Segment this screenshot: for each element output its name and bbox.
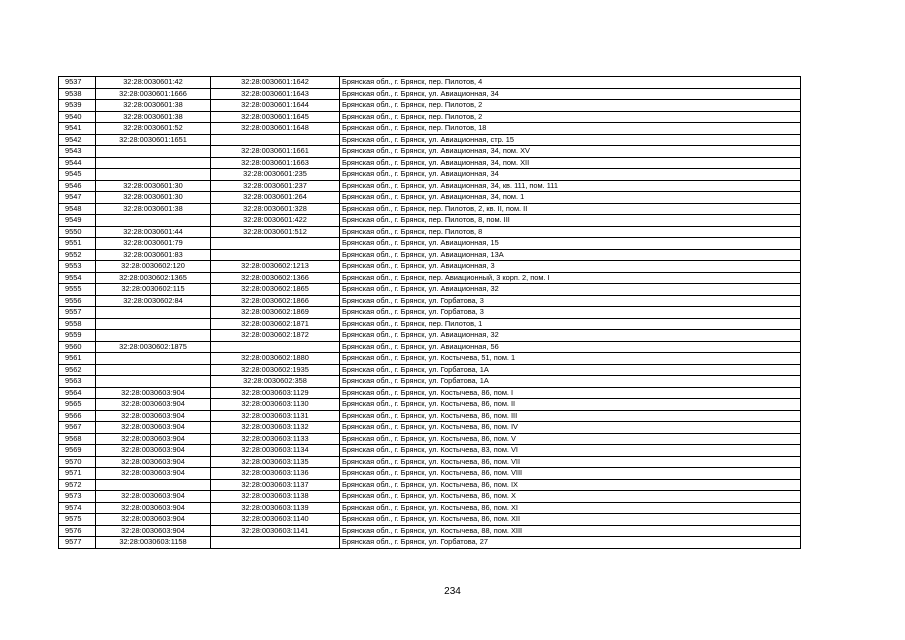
row-number-cell: 9542	[59, 134, 96, 146]
building-cadastral-cell: 32:28:0030602:1366	[211, 272, 340, 284]
land-cadastral-cell: 32:28:0030603:904	[96, 514, 211, 526]
building-cadastral-cell: 32:28:0030601:1663	[211, 157, 340, 169]
table-row	[59, 399, 801, 411]
address-cell: Брянская обл., г. Брянск, пер. Авиационный, 3 корп. 2, пом. I	[340, 272, 801, 284]
land-cadastral-cell: 32:28:0030603:904	[96, 525, 211, 537]
address-cell: Брянская обл., г. Брянск, ул. Костычева, 86, пом. V	[340, 433, 801, 445]
row-number-cell: 9566	[59, 410, 96, 422]
row-number-cell: 9553	[59, 261, 96, 273]
address-cell: Брянская обл., г. Брянск, пер. Пилотов, 2	[340, 111, 801, 123]
land-cadastral-cell: 32:28:0030602:115	[96, 284, 211, 296]
row-number-cell: 9574	[59, 502, 96, 514]
table-row	[59, 100, 801, 112]
address-cell: Брянская обл., г. Брянск, ул. Костычева, 86, пом. XI	[340, 502, 801, 514]
building-cadastral-cell: 32:28:0030601:1645	[211, 111, 340, 123]
row-number-cell: 9559	[59, 330, 96, 342]
address-cell: Брянская обл., г. Брянск, ул. Авиационная, 34, кв. 111, пом. 111	[340, 180, 801, 192]
address-cell: Брянская обл., г. Брянск, ул. Костычева, 86, пом. X	[340, 491, 801, 503]
row-number-cell: 9544	[59, 157, 96, 169]
row-number-cell: 9573	[59, 491, 96, 503]
address-cell: Брянская обл., г. Брянск, пер. Пилотов, 8, пом. III	[340, 215, 801, 227]
address-cell: Брянская обл., г. Брянск, ул. Авиационная, 32	[340, 330, 801, 342]
building-cadastral-cell: 32:28:0030601:422	[211, 215, 340, 227]
address-cell: Брянская обл., г. Брянск, ул. Костычева, 86, пом. III	[340, 410, 801, 422]
land-cadastral-cell: 32:28:0030603:904	[96, 422, 211, 434]
address-cell: Брянская обл., г. Брянск, ул. Авиационная, стр. 15	[340, 134, 801, 146]
address-cell: Брянская обл., г. Брянск, ул. Костычева, 51, пом. 1	[340, 353, 801, 365]
table-row	[59, 387, 801, 399]
address-cell: Брянская обл., г. Брянск, ул. Авиационная, 34, пом. XII	[340, 157, 801, 169]
table-row	[59, 433, 801, 445]
building-cadastral-cell: 32:28:0030603:1129	[211, 387, 340, 399]
table-row	[59, 226, 801, 238]
row-number-cell: 9576	[59, 525, 96, 537]
building-cadastral-cell: 32:28:0030603:1135	[211, 456, 340, 468]
building-cadastral-cell: 32:28:0030602:1213	[211, 261, 340, 273]
address-cell: Брянская обл., г. Брянск, ул. Костычева, 86, пом. VIII	[340, 468, 801, 480]
table-row	[59, 146, 801, 158]
building-cadastral-cell: 32:28:0030601:1648	[211, 123, 340, 135]
row-number-cell: 9565	[59, 399, 96, 411]
table-row	[59, 215, 801, 227]
land-cadastral-cell	[96, 318, 211, 330]
table-row	[59, 410, 801, 422]
row-number-cell: 9549	[59, 215, 96, 227]
table-row	[59, 307, 801, 319]
building-cadastral-cell: 32:28:0030602:1935	[211, 364, 340, 376]
row-number-cell: 9541	[59, 123, 96, 135]
table-row	[59, 111, 801, 123]
table-row	[59, 537, 801, 549]
table-row	[59, 238, 801, 250]
row-number-cell: 9540	[59, 111, 96, 123]
address-cell: Брянская обл., г. Брянск, ул. Костычева, 88, пом. XIII	[340, 525, 801, 537]
table-row	[59, 192, 801, 204]
land-cadastral-cell: 32:28:0030601:79	[96, 238, 211, 250]
building-cadastral-cell: 32:28:0030603:1138	[211, 491, 340, 503]
table-row	[59, 261, 801, 273]
table-row	[59, 180, 801, 192]
row-number-cell: 9555	[59, 284, 96, 296]
address-cell: Брянская обл., г. Брянск, ул. Авиационная, 13А	[340, 249, 801, 261]
land-cadastral-cell: 32:28:0030603:904	[96, 399, 211, 411]
address-cell: Брянская обл., г. Брянск, ул. Авиационная, 34	[340, 88, 801, 100]
land-cadastral-cell: 32:28:0030601:42	[96, 77, 211, 89]
row-number-cell: 9572	[59, 479, 96, 491]
land-cadastral-cell: 32:28:0030601:30	[96, 180, 211, 192]
address-cell: Брянская обл., г. Брянск, ул. Костычева, 86, пом. II	[340, 399, 801, 411]
address-cell: Брянская обл., г. Брянск, пер. Пилотов, 1	[340, 318, 801, 330]
table-row	[59, 249, 801, 261]
land-cadastral-cell: 32:28:0030603:904	[96, 468, 211, 480]
address-cell: Брянская обл., г. Брянск, ул. Авиационная, 15	[340, 238, 801, 250]
table-row	[59, 514, 801, 526]
address-cell: Брянская обл., г. Брянск, ул. Авиационная, 3	[340, 261, 801, 273]
building-cadastral-cell	[211, 341, 340, 353]
building-cadastral-cell: 32:28:0030603:1134	[211, 445, 340, 457]
row-number-cell: 9550	[59, 226, 96, 238]
table-row	[59, 123, 801, 135]
row-number-cell: 9546	[59, 180, 96, 192]
land-cadastral-cell: 32:28:0030603:904	[96, 491, 211, 503]
table-row	[59, 353, 801, 365]
land-cadastral-cell: 32:28:0030603:904	[96, 502, 211, 514]
address-cell: Брянская обл., г. Брянск, ул. Авиационная, 34, пом. 1	[340, 192, 801, 204]
table-row	[59, 318, 801, 330]
address-cell: Брянская обл., г. Брянск, ул. Костычева, 86, пом. XII	[340, 514, 801, 526]
building-cadastral-cell: 32:28:0030602:1865	[211, 284, 340, 296]
building-cadastral-cell: 32:28:0030602:1880	[211, 353, 340, 365]
building-cadastral-cell: 32:28:0030602:1869	[211, 307, 340, 319]
building-cadastral-cell	[211, 537, 340, 549]
building-cadastral-cell	[211, 238, 340, 250]
address-cell: Брянская обл., г. Брянск, ул. Костычева, 83, пом. VI	[340, 445, 801, 457]
cadastral-table	[58, 76, 801, 549]
building-cadastral-cell: 32:28:0030603:1139	[211, 502, 340, 514]
building-cadastral-cell: 32:28:0030603:1136	[211, 468, 340, 480]
table-row	[59, 445, 801, 457]
row-number-cell: 9562	[59, 364, 96, 376]
building-cadastral-cell	[211, 249, 340, 261]
address-cell: Брянская обл., г. Брянск, ул. Костычева, 86, пом. VII	[340, 456, 801, 468]
row-number-cell: 9571	[59, 468, 96, 480]
row-number-cell: 9547	[59, 192, 96, 204]
building-cadastral-cell: 32:28:0030601:512	[211, 226, 340, 238]
building-cadastral-cell: 32:28:0030601:264	[211, 192, 340, 204]
building-cadastral-cell: 32:28:0030603:1137	[211, 479, 340, 491]
land-cadastral-cell	[96, 307, 211, 319]
land-cadastral-cell	[96, 330, 211, 342]
table-row	[59, 364, 801, 376]
address-cell: Брянская обл., г. Брянск, ул. Авиационная, 34	[340, 169, 801, 181]
row-number-cell: 9570	[59, 456, 96, 468]
land-cadastral-cell	[96, 157, 211, 169]
address-cell: Брянская обл., г. Брянск, ул. Костычева, 86, пом. IX	[340, 479, 801, 491]
row-number-cell: 9554	[59, 272, 96, 284]
land-cadastral-cell: 32:28:0030603:904	[96, 456, 211, 468]
building-cadastral-cell: 32:28:0030601:1643	[211, 88, 340, 100]
building-cadastral-cell: 32:28:0030603:1132	[211, 422, 340, 434]
row-number-cell: 9545	[59, 169, 96, 181]
table-row	[59, 376, 801, 388]
table-row	[59, 169, 801, 181]
row-number-cell: 9563	[59, 376, 96, 388]
building-cadastral-cell: 32:28:0030603:1133	[211, 433, 340, 445]
table-row	[59, 88, 801, 100]
table-row	[59, 77, 801, 89]
building-cadastral-cell: 32:28:0030601:328	[211, 203, 340, 215]
row-number-cell: 9567	[59, 422, 96, 434]
table-row	[59, 203, 801, 215]
address-cell: Брянская обл., г. Брянск, ул. Горбатова, 1А	[340, 376, 801, 388]
address-cell: Брянская обл., г. Брянск, пер. Пилотов, 8	[340, 226, 801, 238]
building-cadastral-cell: 32:28:0030603:1131	[211, 410, 340, 422]
address-cell: Брянская обл., г. Брянск, ул. Авиационная, 56	[340, 341, 801, 353]
land-cadastral-cell: 32:28:0030603:904	[96, 387, 211, 399]
table-row	[59, 341, 801, 353]
land-cadastral-cell	[96, 215, 211, 227]
row-number-cell: 9543	[59, 146, 96, 158]
address-cell: Брянская обл., г. Брянск, ул. Горбатова, 1А	[340, 364, 801, 376]
land-cadastral-cell: 32:28:0030603:1158	[96, 537, 211, 549]
address-cell: Брянская обл., г. Брянск, ул. Горбатова, 3	[340, 295, 801, 307]
table-row	[59, 479, 801, 491]
building-cadastral-cell: 32:28:0030601:1642	[211, 77, 340, 89]
row-number-cell: 9548	[59, 203, 96, 215]
land-cadastral-cell: 32:28:0030603:904	[96, 410, 211, 422]
row-number-cell: 9556	[59, 295, 96, 307]
table-row	[59, 491, 801, 503]
land-cadastral-cell: 32:28:0030602:84	[96, 295, 211, 307]
row-number-cell: 9575	[59, 514, 96, 526]
land-cadastral-cell	[96, 169, 211, 181]
table-row	[59, 456, 801, 468]
building-cadastral-cell: 32:28:0030602:358	[211, 376, 340, 388]
table-body	[59, 77, 801, 549]
land-cadastral-cell	[96, 353, 211, 365]
building-cadastral-cell: 32:28:0030602:1872	[211, 330, 340, 342]
row-number-cell: 9551	[59, 238, 96, 250]
table-row	[59, 422, 801, 434]
row-number-cell: 9560	[59, 341, 96, 353]
row-number-cell: 9558	[59, 318, 96, 330]
row-number-cell: 9568	[59, 433, 96, 445]
page-number: 234	[444, 586, 461, 597]
row-number-cell: 9539	[59, 100, 96, 112]
table-row	[59, 134, 801, 146]
table-row	[59, 330, 801, 342]
address-cell: Брянская обл., г. Брянск, ул. Горбатова, 3	[340, 307, 801, 319]
row-number-cell: 9561	[59, 353, 96, 365]
land-cadastral-cell: 32:28:0030601:30	[96, 192, 211, 204]
row-number-cell: 9564	[59, 387, 96, 399]
land-cadastral-cell: 32:28:0030601:1651	[96, 134, 211, 146]
row-number-cell: 9552	[59, 249, 96, 261]
building-cadastral-cell: 32:28:0030602:1866	[211, 295, 340, 307]
land-cadastral-cell: 32:28:0030602:120	[96, 261, 211, 273]
land-cadastral-cell: 32:28:0030601:83	[96, 249, 211, 261]
address-cell: Брянская обл., г. Брянск, пер. Пилотов, 18	[340, 123, 801, 135]
land-cadastral-cell	[96, 146, 211, 158]
address-cell: Брянская обл., г. Брянск, пер. Пилотов, 2, кв. II, пом. II	[340, 203, 801, 215]
building-cadastral-cell: 32:28:0030602:1871	[211, 318, 340, 330]
table-row	[59, 284, 801, 296]
building-cadastral-cell: 32:28:0030601:235	[211, 169, 340, 181]
building-cadastral-cell: 32:28:0030601:1644	[211, 100, 340, 112]
land-cadastral-cell: 32:28:0030601:44	[96, 226, 211, 238]
table-row	[59, 502, 801, 514]
land-cadastral-cell: 32:28:0030601:1666	[96, 88, 211, 100]
row-number-cell: 9569	[59, 445, 96, 457]
land-cadastral-cell: 32:28:0030602:1365	[96, 272, 211, 284]
row-number-cell: 9577	[59, 537, 96, 549]
land-cadastral-cell: 32:28:0030601:52	[96, 123, 211, 135]
building-cadastral-cell: 32:28:0030601:1661	[211, 146, 340, 158]
building-cadastral-cell: 32:28:0030603:1140	[211, 514, 340, 526]
address-cell: Брянская обл., г. Брянск, пер. Пилотов, 4	[340, 77, 801, 89]
row-number-cell: 9557	[59, 307, 96, 319]
land-cadastral-cell: 32:28:0030602:1875	[96, 341, 211, 353]
land-cadastral-cell	[96, 479, 211, 491]
table-row	[59, 272, 801, 284]
address-cell: Брянская обл., г. Брянск, ул. Костычева, 86, пом. IV	[340, 422, 801, 434]
table-row	[59, 295, 801, 307]
table-row	[59, 468, 801, 480]
land-cadastral-cell: 32:28:0030601:38	[96, 100, 211, 112]
row-number-cell: 9538	[59, 88, 96, 100]
land-cadastral-cell	[96, 376, 211, 388]
land-cadastral-cell: 32:28:0030603:904	[96, 433, 211, 445]
address-cell: Брянская обл., г. Брянск, ул. Костычева, 86, пом. I	[340, 387, 801, 399]
table-row	[59, 157, 801, 169]
address-cell: Брянская обл., г. Брянск, ул. Авиационная, 32	[340, 284, 801, 296]
table-row	[59, 525, 801, 537]
land-cadastral-cell: 32:28:0030601:38	[96, 111, 211, 123]
address-cell: Брянская обл., г. Брянск, пер. Пилотов, 2	[340, 100, 801, 112]
address-cell: Брянская обл., г. Брянск, ул. Горбатова, 27	[340, 537, 801, 549]
building-cadastral-cell	[211, 134, 340, 146]
building-cadastral-cell: 32:28:0030603:1130	[211, 399, 340, 411]
land-cadastral-cell	[96, 364, 211, 376]
building-cadastral-cell: 32:28:0030603:1141	[211, 525, 340, 537]
land-cadastral-cell: 32:28:0030601:38	[96, 203, 211, 215]
building-cadastral-cell: 32:28:0030601:237	[211, 180, 340, 192]
land-cadastral-cell: 32:28:0030603:904	[96, 445, 211, 457]
address-cell: Брянская обл., г. Брянск, ул. Авиационная, 34, пом. XV	[340, 146, 801, 158]
row-number-cell: 9537	[59, 77, 96, 89]
